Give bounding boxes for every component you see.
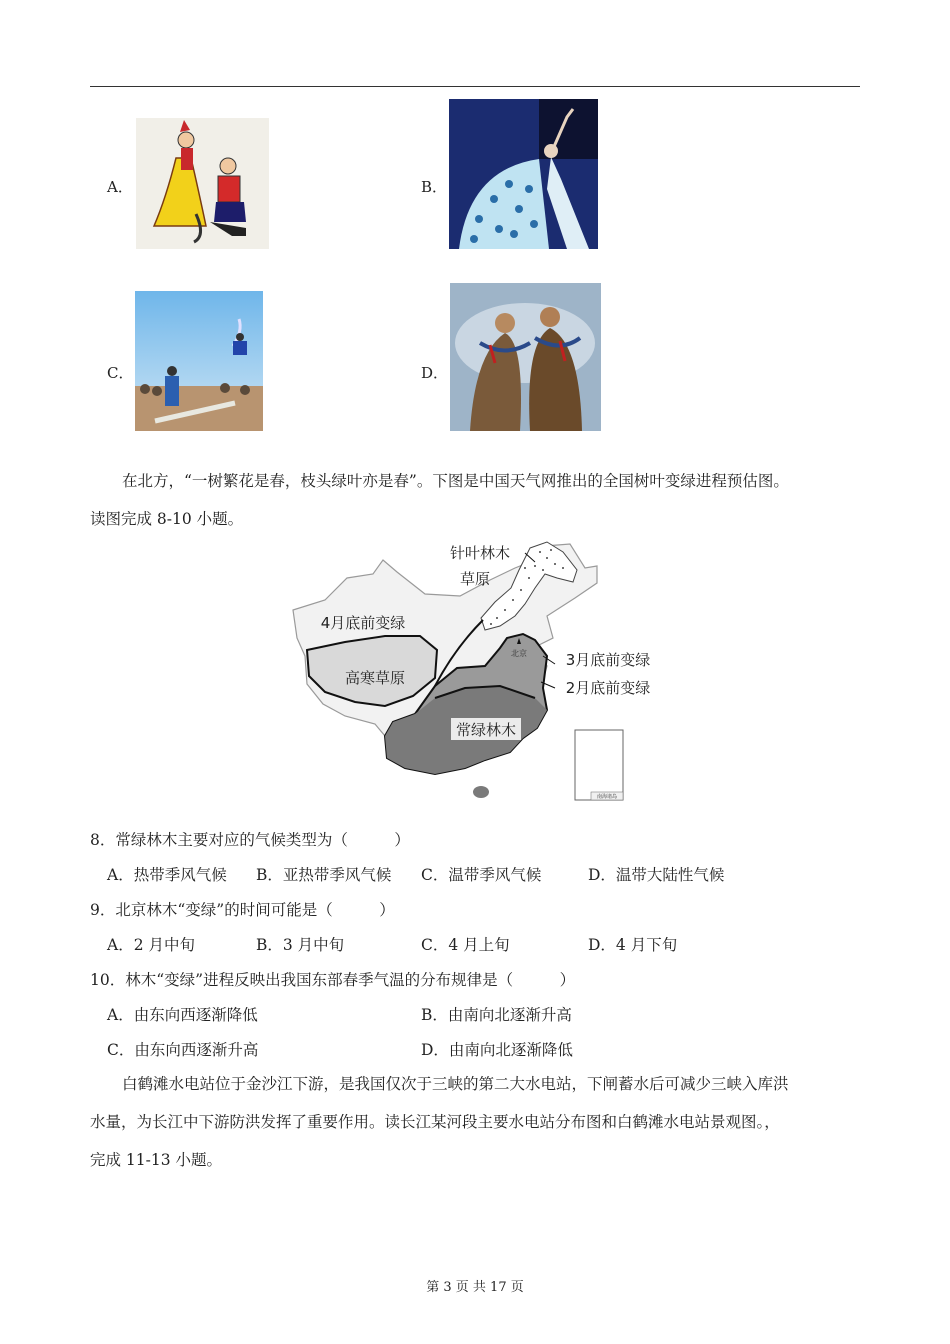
q9-option-d: D．4 月下旬 [588, 936, 678, 954]
intro-paragraph-8-10 [90, 462, 860, 538]
q8-option-d: D．温带大陆性气候 [588, 866, 725, 884]
q10-option-a: A．由东向西逐渐降低 [107, 1006, 258, 1024]
q9-option-a: A．2 月中旬 [107, 936, 195, 954]
south-china-sea-inset [575, 730, 623, 800]
label-conifer: 针叶林木 [449, 544, 511, 562]
q8-option-c: C．温带季风气候 [421, 866, 542, 884]
q8-option-b: B．亚热带季风气候 [256, 866, 392, 884]
seesaw-jump-photo [135, 291, 263, 431]
peacock-dance-photo [449, 99, 598, 249]
intro-11-13-line2: 水量，为长江中下游防洪发挥了重要作用。读长江某河段主要水电站分布图和白鹤滩水电站景观图。， [90, 1113, 780, 1131]
intro-8-10-line2: 读图完成 8-10 小题。 [90, 510, 244, 528]
dance-illustration-image [136, 118, 269, 249]
label-evergreen: 常绿林木 [455, 721, 517, 739]
header-rule [90, 86, 860, 87]
label-grassland: 草原 [459, 570, 491, 588]
question-8-stem: 8．常绿林木主要对应的气候类型为（ ） [90, 831, 410, 849]
question-9-stem: 9．北京林木“变绿”的时间可能是（ ） [90, 901, 395, 919]
intro-paragraph-11-13 [90, 1065, 860, 1179]
label-beijing: 北京 [511, 649, 527, 658]
q10-option-b: B．由南向北逐渐升高 [421, 1006, 572, 1024]
label-alpine: 高寒草原 [344, 669, 406, 687]
label-march: 3月底前变绿 [565, 651, 651, 669]
question-10-stem: 10．林木“变绿”进程反映出我国东部春季气温的分布规律是（ ） [90, 971, 576, 989]
q9-option-c: C．4 月上旬 [421, 936, 510, 954]
q10-option-d: D．由南向北逐渐降低 [421, 1041, 573, 1059]
option-b-letter: B． [421, 178, 448, 196]
option-a-letter: A． [107, 178, 133, 196]
page-footer: 第 3 页 共 17 页 [426, 1280, 524, 1295]
wrestling-photo [450, 283, 601, 431]
label-april: 4月底前变绿 [320, 614, 406, 632]
option-c-letter: C． [107, 364, 134, 382]
q8-option-a: A．热带季风气候 [107, 866, 227, 884]
intro-11-13-line1: 白鹤滩水电站位于金沙江下游，是我国仅次于三峡的第二大水电站，下闸蓄水后可减少三峡入库洪 [122, 1075, 789, 1093]
china-greening-map [285, 538, 665, 803]
intro-8-10-line1: 在北方，“一树繁花是春，枝头绿叶亦是春”。下图是中国天气网推出的全国树叶变绿进程预估图。 [122, 472, 789, 490]
intro-11-13-line3: 完成 11-13 小题。 [90, 1151, 223, 1169]
inset-label: 南海诸岛 [596, 794, 618, 800]
q10-option-c: C．由东向西逐渐升高 [107, 1041, 259, 1059]
q9-option-b: B．3 月中旬 [256, 936, 345, 954]
option-d-letter: D． [421, 364, 449, 382]
label-feb: 2月底前变绿 [565, 679, 651, 697]
